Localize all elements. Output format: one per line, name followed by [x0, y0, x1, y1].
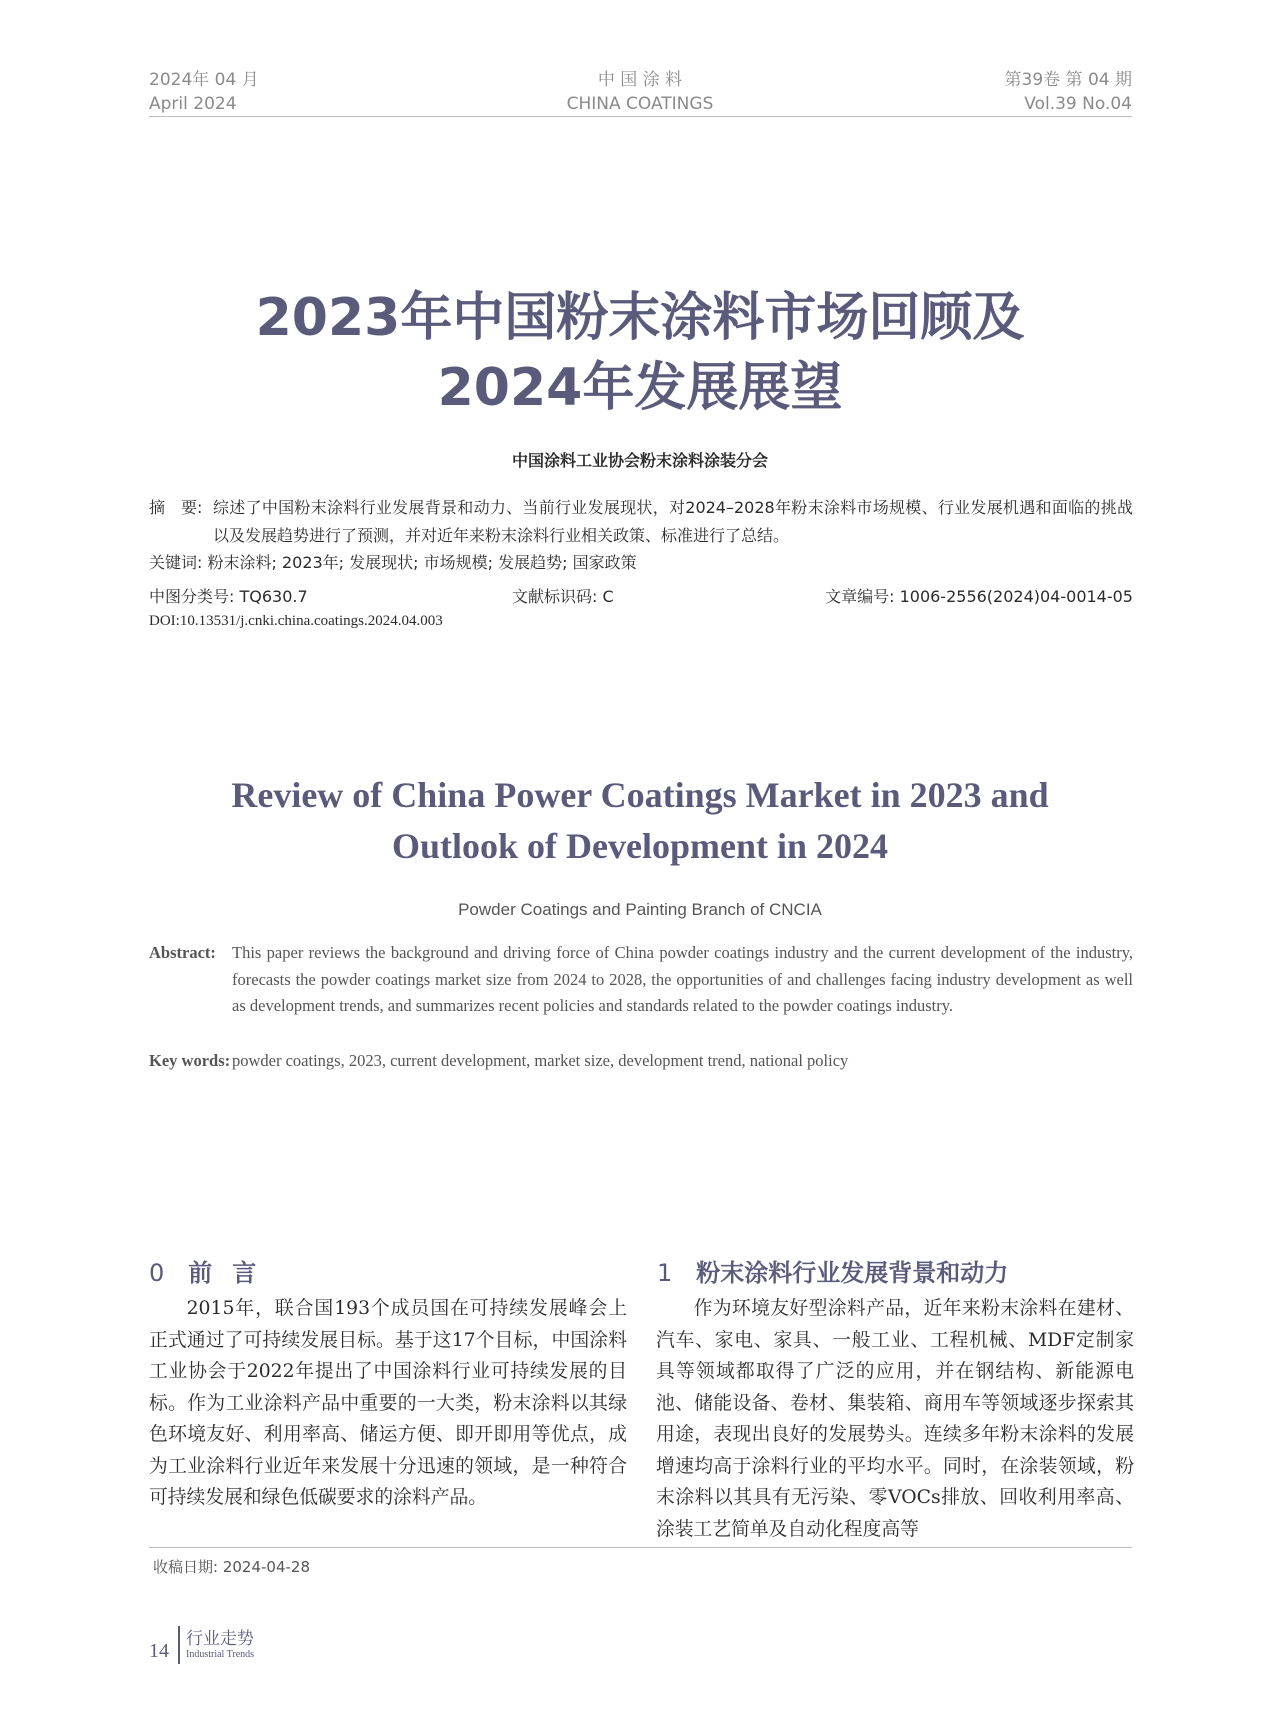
article-title-en: [100, 770, 1180, 872]
header-divider: [149, 116, 1132, 117]
document-code: 文献标识码: C: [512, 587, 614, 606]
section-1-heading: [657, 1253, 1008, 1288]
article-number: 文章编号: 1006-2556(2024)04-0014-05: [825, 587, 1133, 606]
section-0-body: [149, 1293, 627, 1514]
keywords-en: [149, 1051, 848, 1071]
classification-number: 中图分类号: TQ630.7: [149, 587, 308, 606]
title-cn-line-1: 2023年中国粉末涂料市场回顾及: [255, 288, 1025, 348]
footer-section-en: Industrial Trends: [186, 1649, 255, 1660]
volume-en: Vol.39 No.04: [1024, 94, 1132, 114]
article-title-cn: [100, 283, 1180, 423]
abstract-cn-text: 综述了中国粉末涂料行业发展背景和动力、当前行业发展现状，对2024–2028年粉末涂料市场规模、行业发展机遇和面临的挑战以及发展趋势进行了预测，并对近年来粉末涂料行业相关政策、标准进行了总结。: [213, 498, 1133, 545]
keywords-en-text: powder coatings, 2023, current development, market size, development trend, national policy: [232, 1051, 849, 1070]
issue-date: [149, 68, 259, 116]
footnote-divider: [149, 1547, 1132, 1548]
volume-info: [1005, 68, 1132, 116]
title-cn-line-2: 2024年发展展望: [437, 358, 843, 418]
section-0-number: 0: [149, 1259, 165, 1287]
section-0-paragraph: 2015年，联合国193个成员国在可持续发展峰会上正式通过了可持续发展目标。基于这17个目标，中国涂料工业协会于2022年提出了中国涂料行业可持续发展的目标。作为工业涂料产品中重要的一大类，粉末涂料以其绿色环境友好、利用率高、储运方便、即开即用等优点，成为工业涂料行业近年来发展十分迅速的领域，是一种符合可持续发展和绿色低碳要求的涂料产品。: [149, 1298, 627, 1508]
abstract-cn-label: 摘 要:: [149, 498, 203, 517]
abstract-en-label: Abstract:: [149, 943, 216, 962]
journal-name: [500, 68, 780, 116]
section-1-title: 粉末涂料行业发展背景和动力: [696, 1259, 1009, 1287]
footer-section-cn: 行业走势: [186, 1629, 254, 1649]
abstract-en: [149, 940, 1133, 1020]
journal-name-en: CHINA COATINGS: [566, 94, 714, 114]
keywords-cn: 关键词: 粉末涂料; 2023年; 发展现状; 市场规模; 发展趋势; 国家政策: [149, 553, 637, 572]
author-en: Powder Coatings and Painting Branch of CNCIA: [458, 900, 822, 919]
issue-date-cn: 2024年 04 月: [149, 70, 259, 90]
abstract-cn: [149, 494, 1133, 550]
page-number: 14: [149, 1640, 169, 1662]
author-cn: 中国涂料工业协会粉末涂料涂装分会: [511, 451, 768, 470]
section-1-paragraph: 作为环境友好型涂料产品，近年来粉末涂料在建材、汽车、家电、家具、一般工业、工程机械、MDF定制家具等领域都取得了广泛的应用，并在钢结构、新能源电池、储能设备、卷材、集装箱、商用车等领域逐步探索其用途，表现出良好的发展势头。连续多年粉末涂料的发展增速均高于涂料行业的平均水平。同时，在涂装领域，粉末涂料以其具有无污染、零VOCs排放、回收利用率高、涂装工艺简单及自动化程度高等: [656, 1298, 1134, 1540]
title-en-line-1: Review of China Power Coatings Market in 2023 and: [231, 775, 1049, 815]
section-0-heading: [149, 1253, 276, 1288]
keywords-en-label: Key words:: [149, 1051, 231, 1070]
footer-separator: [178, 1626, 180, 1664]
journal-name-cn: 中 国 涂 料: [597, 70, 683, 90]
volume-cn: 第39卷 第 04 期: [1004, 70, 1132, 90]
doi: DOI:10.13531/j.cnki.china.coatings.2024.04.003: [149, 613, 443, 629]
received-date: 收稿日期: 2024-04-28: [153, 1558, 310, 1576]
section-1-body: [656, 1293, 1134, 1545]
title-en-line-2: Outlook of Development in 2024: [391, 826, 888, 866]
issue-date-en: April 2024: [149, 94, 237, 114]
section-0-title: 前言: [188, 1259, 277, 1287]
abstract-en-text: This paper reviews the background and driving force of China powder coatings industry and the current development of the industry, forecasts the powder coatings market size from 2024 to 2028, the opportunities of and challenges facing industry development as well as development trends, and summarizes recent policies and standards related to the powder coatings industry.: [232, 943, 1133, 1015]
section-1-number: 1: [657, 1259, 673, 1287]
